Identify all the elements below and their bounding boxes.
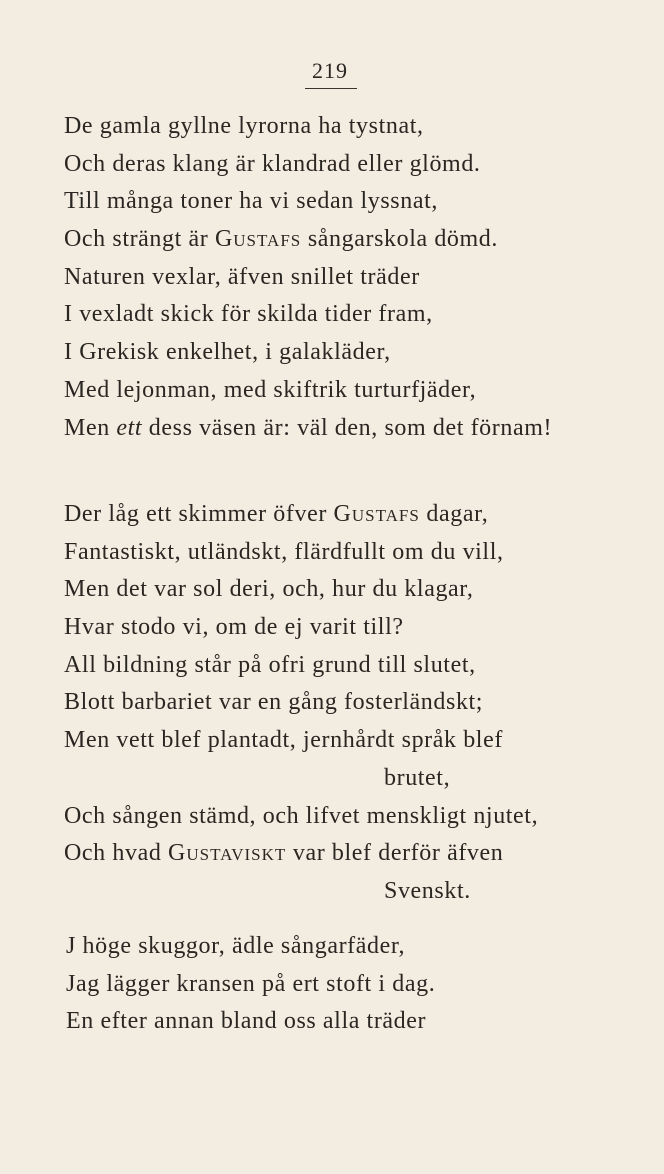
poem-line: I Grekisk enkelhet, i galakläder, (64, 339, 391, 366)
poem-line: J höge skuggor, ädle sångarfäder, (66, 933, 406, 959)
poem-line: Hvar stodo vi, om de ej varit till? (64, 614, 404, 641)
poem-line: Och sången stämd, och lifvet menskligt njutet, (64, 802, 539, 829)
page-number: 219 (312, 58, 348, 83)
poem-line: Men vett blef plantadt, jernhårdt språk blef (64, 727, 503, 754)
poem-line (64, 221, 644, 259)
poem-line: En efter annan bland oss alla träder (66, 1008, 427, 1035)
poem-line: Svenskt. (384, 877, 471, 904)
poem-line: I vexladt skick för skilda tider fram, (64, 301, 433, 328)
line-segment: Och hvad (64, 840, 169, 867)
line-segment: Der låg ett skimmer öfver (64, 501, 334, 527)
line-segment: sångarskola dömd. (301, 226, 498, 253)
poem-line: De gamla gyllne lyrorna ha tystnat, (64, 113, 424, 139)
small-caps-name: Gustaviskt (168, 840, 287, 867)
poem-line: Fantastiskt, utländskt, flärdfullt om du vill, (64, 538, 504, 565)
stanza-2 (64, 496, 644, 911)
poem-line: Men det var sol deri, och, hur du klagar, (64, 576, 474, 603)
line-segment: Men (64, 414, 117, 441)
poem-line (64, 410, 644, 448)
poem-line: Blott barbariet var en gång fosterländskt; (64, 689, 484, 716)
small-caps-name: Gustafs (333, 501, 420, 527)
italic-word: ett (116, 414, 143, 441)
line-segment: var blef derför äfven (286, 840, 504, 867)
poem-line: Till många toner ha vi sedan lyssnat, (64, 188, 438, 215)
poem-line (64, 835, 644, 873)
small-caps-name: Gustafs (214, 226, 302, 253)
poem-line: Jag lägger kransen på ert stoft i dag. (66, 970, 436, 997)
poem-line: Med lejonman, med skiftrik turturfjäder, (64, 376, 477, 403)
poem-line (64, 496, 644, 534)
line-segment: Och strängt är (64, 226, 215, 253)
poem-line: Naturen vexlar, äfven snillet träder (64, 263, 420, 290)
poem-line: brutet, (384, 764, 451, 791)
stanza-1 (64, 108, 644, 447)
line-segment: dagar, (419, 501, 489, 527)
poem-line: All bildning står på ofri grund till slutet, (64, 651, 476, 678)
stanza-3 (66, 928, 646, 1041)
line-segment: dess väsen är: väl den, som det förnam! (142, 414, 553, 441)
poem-line: Och deras klang är klandrad eller glömd. (64, 150, 481, 177)
page-number-rule (305, 88, 357, 89)
